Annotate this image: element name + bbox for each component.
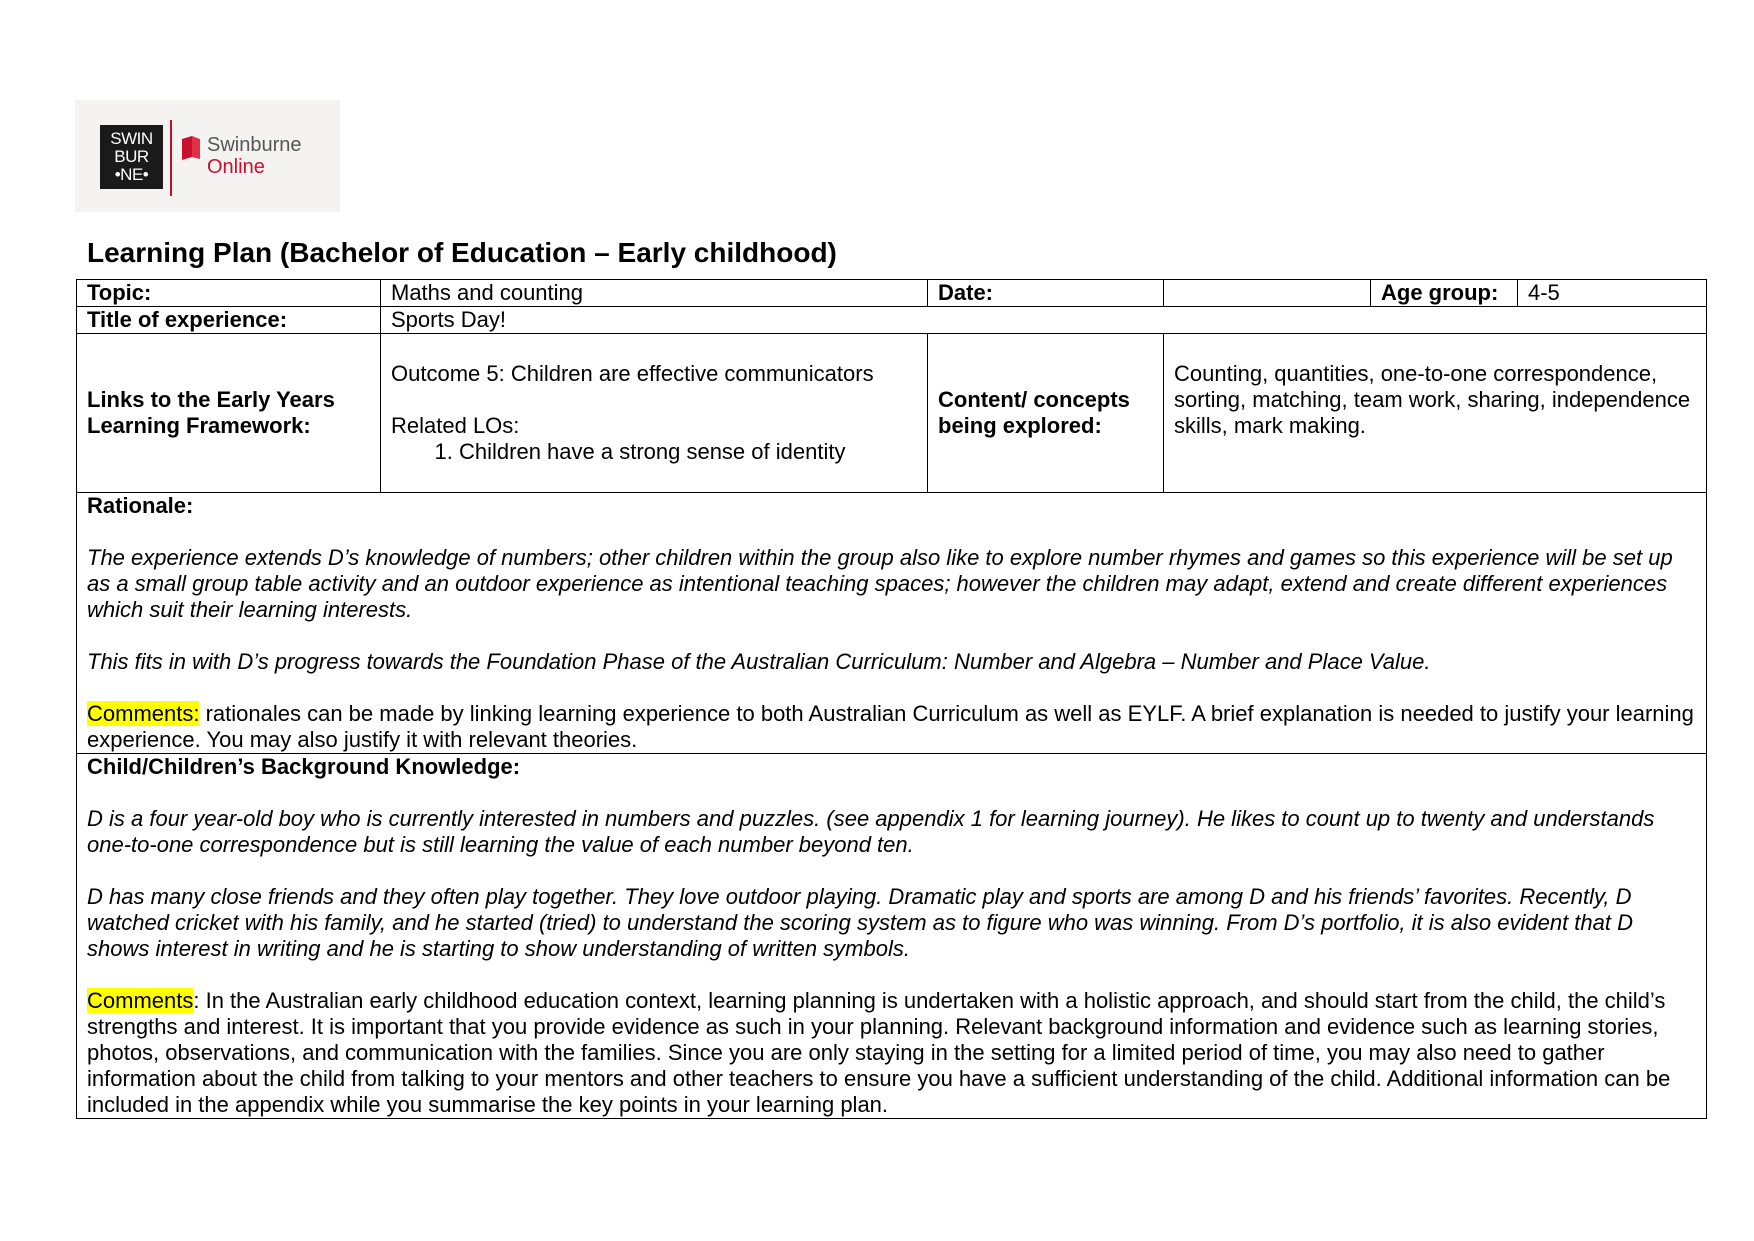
rationale-cell xyxy=(77,493,1707,754)
related-los-list xyxy=(391,439,917,465)
title-of-experience-label: Title of experience: xyxy=(77,307,381,334)
row-topic xyxy=(77,280,1707,307)
eylf-links-value xyxy=(381,334,928,493)
eylf-links-label: Links to the Early Years Learning Framework: xyxy=(77,334,381,493)
rationale-heading: Rationale: xyxy=(87,493,194,518)
rationale-comment-text: rationales can be made by linking learning experience to both Australian Curriculum as well as EYLF. A brief explanation is needed to justify your learning experience. You may also justify it with relevant theories. xyxy=(87,701,1694,752)
background-paragraph-2: D has many close friends and they often play together. They love outdoor playing. Dramatic play and sports are among D and his friends’ favorites. Recently, D watched cricket with his family, and he started (tried) to understand the scoring system as to figure who was winning. From D’s portfolio, it is also evident that D shows interest in writing and he is starting to show understanding of written symbols. xyxy=(87,884,1633,961)
rationale-paragraph-2: This fits in with D’s progress towards the Foundation Phase of the Australian Curriculum: Number and Algebra – Number and Place Value. xyxy=(87,649,1431,674)
background-heading: Child/Children’s Background Knowledge: xyxy=(87,754,521,779)
title-of-experience-value: Sports Day! xyxy=(381,307,1707,334)
swinburne-logo xyxy=(75,100,340,212)
logo-badge-line-3: •NE• xyxy=(114,165,149,184)
age-group-value: 4-5 xyxy=(1518,280,1707,307)
row-rationale xyxy=(77,493,1707,754)
logo-divider xyxy=(170,120,172,196)
logo-sub: Online xyxy=(207,156,265,178)
background-comment-text: : In the Australian early childhood education context, learning planning is undertaken with a holistic approach, and should start from the child, the child’s strengths and interest. It is important that you provide evidence as such in your planning. Relevant background information and evidence such as learning stories, photos, observations, and communication with the families. Since you are only staying in the setting for a limited period of time, you may also need to gather information about the child from talking to your mentors and other teachers to ensure you have a sufficient understanding of the child. Additional information can be included in the appendix while you summarise the key points in your learning plan. xyxy=(87,988,1671,1117)
logo-badge-line-1: SWIN xyxy=(110,129,153,148)
date-value xyxy=(1164,280,1371,307)
topic-value: Maths and counting xyxy=(381,280,928,307)
age-group-label: Age group: xyxy=(1371,280,1518,307)
date-label: Date: xyxy=(928,280,1164,307)
logo-badge xyxy=(100,125,163,189)
outcome-text: Outcome 5: Children are effective communicators xyxy=(391,361,874,386)
background-comment-label: Comments xyxy=(87,988,194,1013)
topic-label: Topic: xyxy=(77,280,381,307)
related-los-label: Related LOs: xyxy=(391,413,520,438)
logo-name: Swinburne xyxy=(207,134,302,156)
learning-plan-table xyxy=(76,279,1707,1119)
row-background xyxy=(77,754,1707,1119)
content-concepts-value: Counting, quantities, one-to-one correspondence, sorting, matching, team work, sharing, independence skills, mark making. xyxy=(1164,334,1707,493)
page-title: Learning Plan (Bachelor of Education – Early childhood) xyxy=(87,237,837,268)
book-icon xyxy=(180,135,202,161)
content-concepts-label: Content/ concepts being explored: xyxy=(928,334,1164,493)
background-comment xyxy=(87,988,1696,1118)
rationale-paragraph-1: The experience extends D’s knowledge of numbers; other children within the group also like to explore number rhymes and games so this experience will be set up as a small group table activity and an outdoor experience as intentional teaching spaces; however the children may adapt, extend and create different experiences which suit their learning interests. xyxy=(87,545,1673,622)
logo-badge-line-2: BUR xyxy=(114,147,149,166)
row-title-of-experience xyxy=(77,307,1707,334)
logo-wordmark xyxy=(207,134,302,178)
background-cell xyxy=(77,754,1707,1119)
row-links xyxy=(77,334,1707,493)
rationale-comment-label: Comments: xyxy=(87,701,200,726)
background-paragraph-1: D is a four year-old boy who is currently interested in numbers and puzzles. (see appendix 1 for learning journey). He likes to count up to twenty and understands one-to-one correspondence but is still learning the value of each number beyond ten. xyxy=(87,806,1655,857)
related-lo-item: 1. Children have a strong sense of identity xyxy=(459,439,917,465)
rationale-comment xyxy=(87,701,1696,753)
